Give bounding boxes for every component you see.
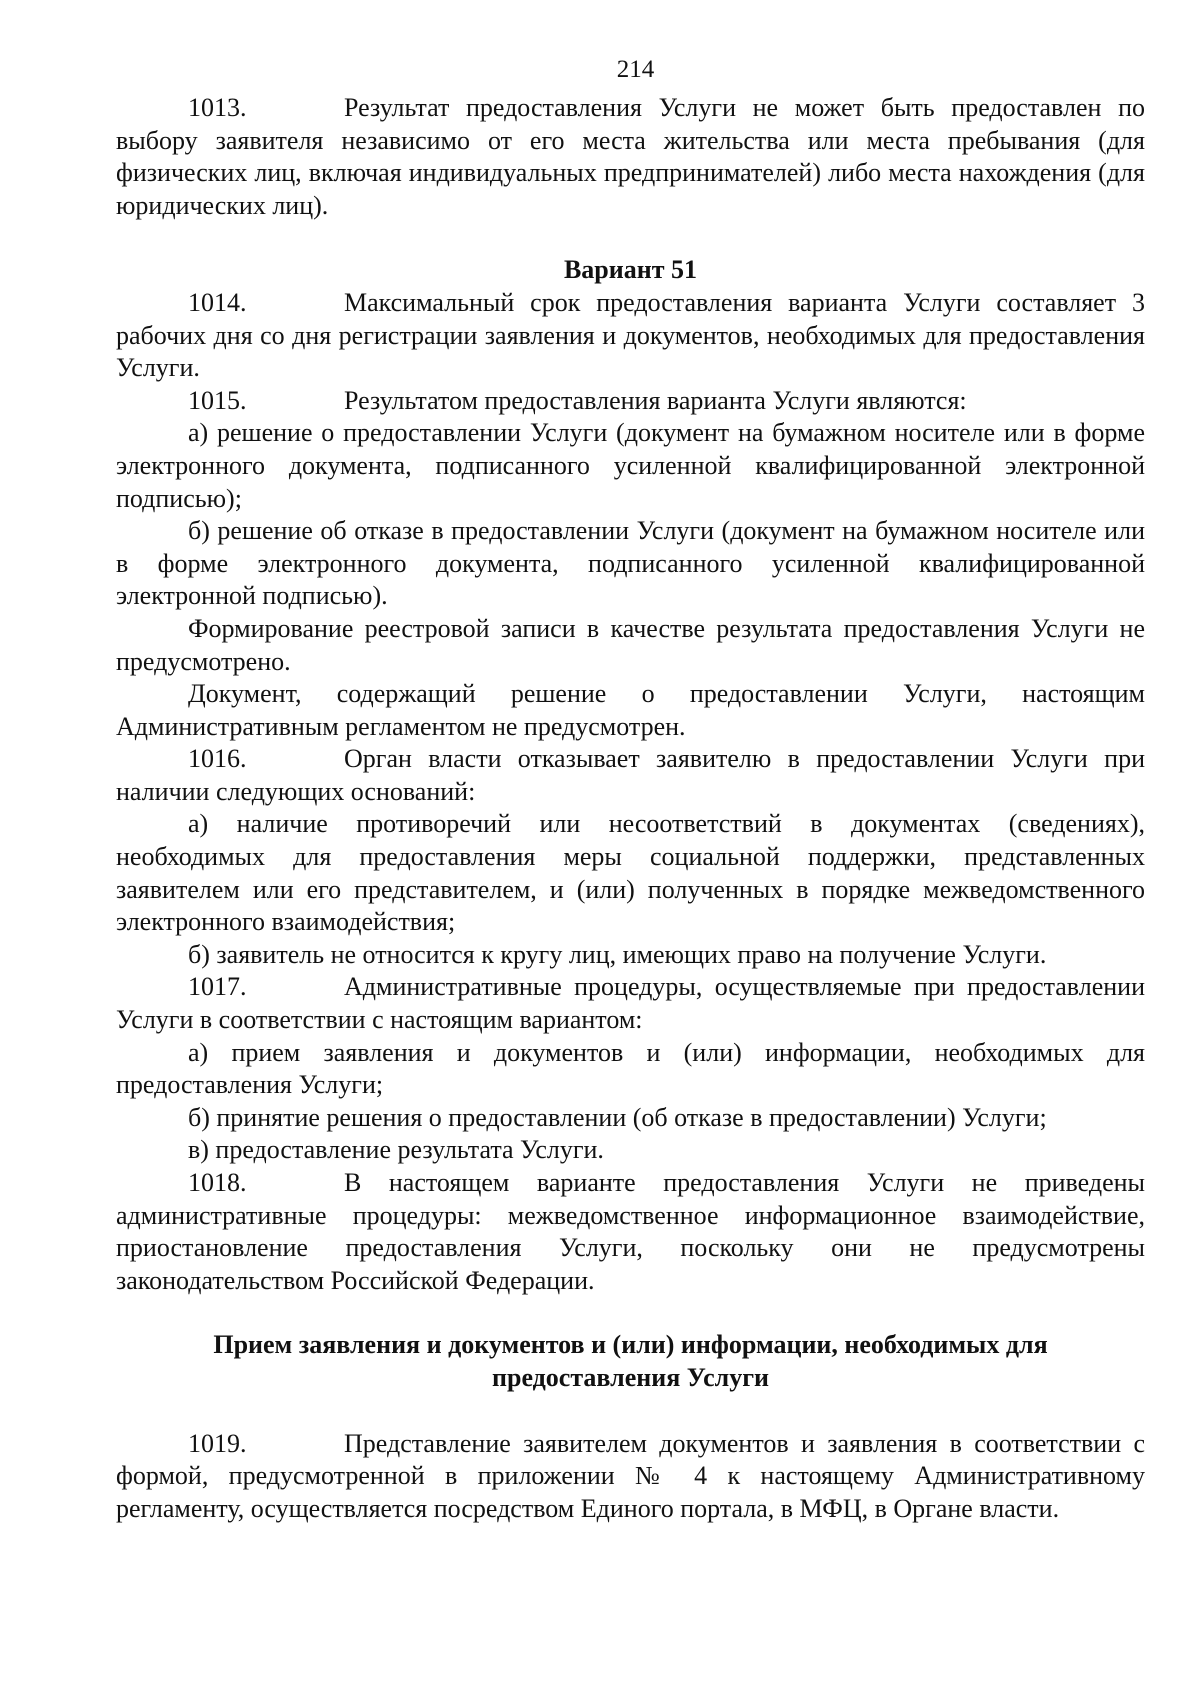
list-item-1016-a: а) наличие противоречий или несоответствий в документах (сведениях), необходимых для предоставления меры социальной поддержки, представленных заявителем или его представителем, и (или) полученных в порядке межведомственного электронного взаимодействия; — [116, 809, 1145, 937]
list-item-1015-b: б) решение об отказе в предоставлении Услуги (документ на бумажном носителе или в форме электронного документа, подписанного усиленной квалифицированной электронной подписью). — [116, 516, 1145, 611]
clause-number: 1016. — [188, 744, 247, 774]
clause-number: 1017. — [188, 972, 247, 1002]
section-heading: Прием заявления и документов и (или) информации, необходимых для предоставления Услуги — [213, 1330, 1048, 1392]
paragraph-text: В настоящем варианте предоставления Услуги не приведены административные процедуры: межведомственное информационное взаимодействие, приостановление предоставления Услуги, поскольку они не предусмотрены законодательством Российской Федерации. — [116, 1168, 1145, 1295]
paragraph-text: Результат предоставления Услуги не может быть предоставлен по выбору заявителя независимо от его места жительства или места пребывания (для физических лиц, включая индивидуальных предпринимателей) либо места нахождения (для юридических лиц). — [116, 93, 1145, 220]
list-item-1017-b: б) принятие решения о предоставлении (об отказе в предоставлении) Услуги; — [188, 1102, 1047, 1132]
paragraph-1015 — [116, 385, 1145, 418]
clause-number: 1018. — [188, 1168, 247, 1197]
list-item-1015-a: а) решение о предоставлении Услуги (документ на бумажном носителе или в форме электронного документа, подписанного усиленной квалифицированной электронной подписью); — [116, 418, 1145, 513]
paragraph-1013 — [116, 92, 1145, 222]
paragraph-1018 — [116, 1167, 1145, 1297]
list-item-1016-b: б) заявитель не относится к кругу лиц, имеющих право на получение Услуги. — [188, 939, 1047, 969]
paragraph-1019 — [116, 1428, 1145, 1526]
variant-heading: Вариант 51 — [563, 255, 698, 285]
page-number: 214 — [616, 56, 655, 83]
paragraph-1016 — [116, 743, 1145, 808]
clause-number: 1014. — [188, 287, 247, 317]
paragraph-text: Результатом предоставления варианта Услуги являются: — [344, 385, 967, 415]
paragraph-text: Представление заявителем документов и заявления в соответствии с формой, предусмотренной в приложении № 4 к настоящему Административному регламенту, осуществляется посредством Единого портала, в МФЦ, в Органе власти. — [116, 1428, 1145, 1523]
paragraph-registry-record: Формирование реестровой записи в качестве результата предоставления Услуги не предусмотрено. — [116, 613, 1145, 676]
clause-number: 1019. — [188, 1428, 247, 1458]
clause-number: 1015. — [188, 385, 247, 415]
list-item-1017-c: в) предоставление результата Услуги. — [188, 1135, 604, 1165]
paragraph-1017 — [116, 971, 1145, 1036]
list-item-1017-a: а) прием заявления и документов и (или) информации, необходимых для предоставления Услуги; — [116, 1037, 1145, 1100]
paragraph-text: Максимальный срок предоставления варианта Услуги составляет 3 рабочих дня со дня регистрации заявления и документов, необходимых для предоставления Услуги. — [116, 287, 1145, 383]
paragraph-text: Орган власти отказывает заявителю в предоставлении Услуги при наличии следующих оснований: — [116, 744, 1145, 806]
paragraph-text: Административные процедуры, осуществляемые при предоставлении Услуги в соответствии с настоящим вариантом: — [116, 972, 1145, 1035]
paragraph-decision-document: Документ, содержащий решение о предоставлении Услуги, настоящим Административным регламентом не предусмотрен. — [116, 679, 1145, 741]
paragraph-1014 — [116, 287, 1145, 385]
clause-number: 1013. — [188, 93, 247, 122]
